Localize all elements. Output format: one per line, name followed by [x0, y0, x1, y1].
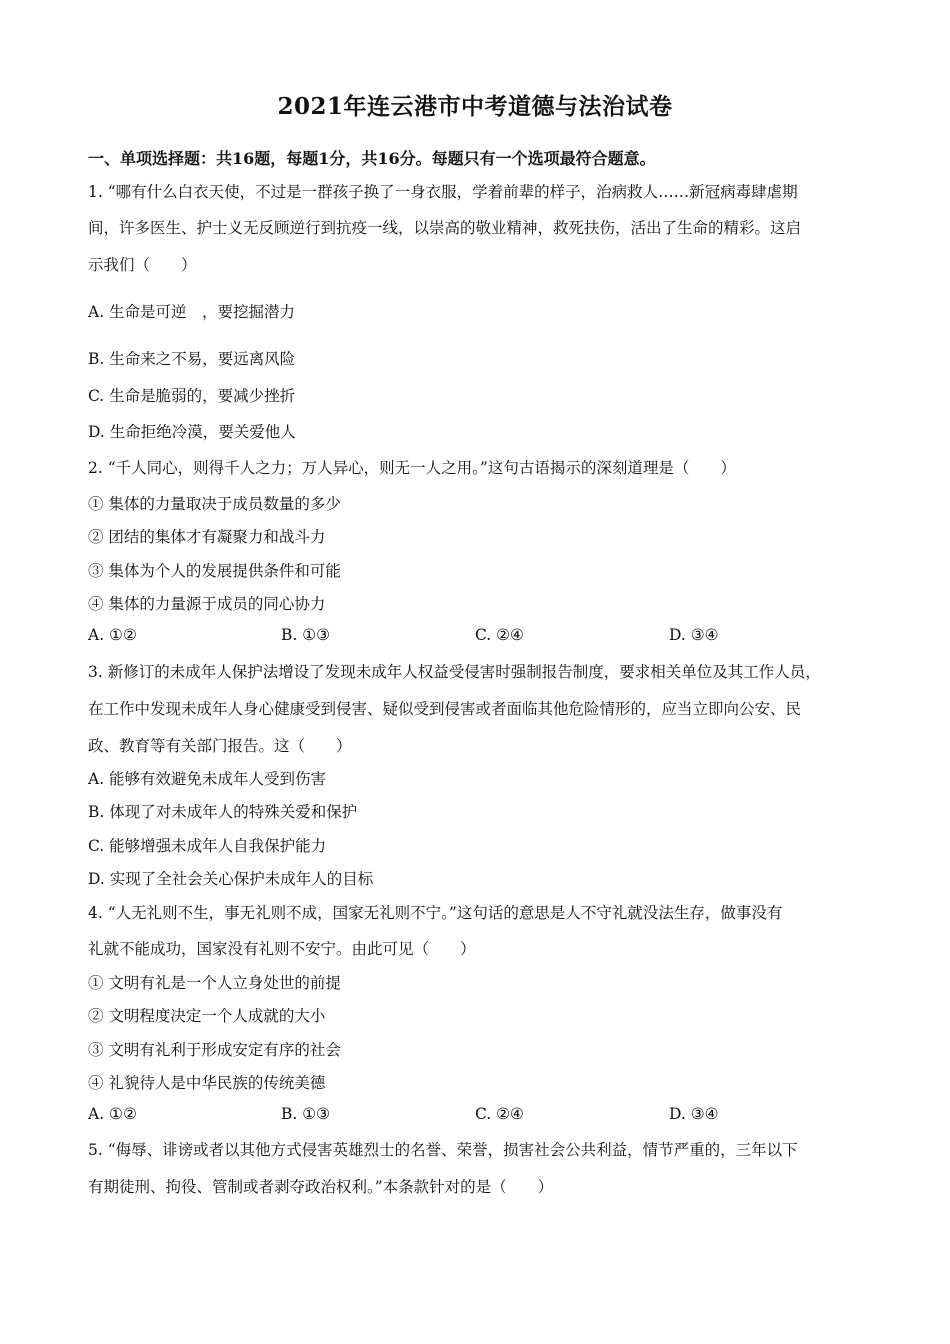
question-2-choice-d: D. ③④ — [669, 626, 719, 644]
question-5-line-1: 5. “侮辱、诽谤或者以其他方式侵害英雄烈士的名誉、荣誉，损害社会公共利益，情节严重的，三年以下 — [88, 1141, 798, 1159]
question-1-option-d: D. 生命拒绝冷漠，要关爱他人 — [88, 423, 296, 441]
question-4-item-1: ① 文明有礼是一个人立身处世的前提 — [88, 974, 341, 992]
question-4-choice-b: B. ①③ — [281, 1105, 331, 1123]
question-2-item-2: ② 团结的集体才有凝聚力和战斗力 — [88, 528, 326, 546]
question-2-item-1: ① 集体的力量取决于成员数量的多少 — [88, 495, 341, 513]
question-2-choice-c: C. ②④ — [475, 626, 524, 644]
question-4-line-2: 礼就不能成功，国家没有礼则不安宁。由此可见（ ） — [88, 940, 476, 958]
question-2-item-3: ③ 集体为个人的发展提供条件和可能 — [88, 562, 341, 580]
question-4-choice-d: D. ③④ — [669, 1105, 719, 1123]
question-4-item-4: ④ 礼貌待人是中华民族的传统美德 — [88, 1074, 326, 1092]
question-2-item-4: ④ 集体的力量源于成员的同心协力 — [88, 595, 326, 613]
question-2-stem: 2. “千人同心，则得千人之力；万人异心，则无一人之用。”这句古语揭示的深刻道理是（ ） — [88, 459, 736, 477]
question-3-option-a: A. 能够有效避免未成年人受到伤害 — [88, 770, 327, 788]
question-3-line-1: 3. 新修订的未成年人保护法增设了发现未成年人权益受侵害时强制报告制度，要求相关单位及其工作人员， — [88, 663, 821, 681]
question-4-line-1: 4. “人无礼则不生，事无礼则不成，国家无礼则不宁。”这句话的意思是人不守礼就没法生存，做事没有 — [88, 904, 783, 922]
question-3-option-b: B. 体现了对未成年人的特殊关爱和保护 — [88, 803, 358, 821]
question-1-line-2: 间，许多医生、护士义无反顾逆行到抗疫一线，以崇高的敬业精神，救死扶伤，活出了生命的精彩。这启 — [88, 219, 802, 237]
question-3-option-c: C. 能够增强未成年人自我保护能力 — [88, 837, 327, 855]
section-heading: 一、单项选择题：共16题，每题1分，共16分。每题只有一个选项最符合题意。 — [88, 149, 656, 168]
question-1-line-1: 1. “哪有什么白衣天使，不过是一群孩子换了一身衣服，学着前辈的样子，治病救人……新冠病毒肆虐期 — [88, 183, 798, 201]
question-1-option-c: C. 生命是脆弱的，要减少挫折 — [88, 387, 296, 405]
question-5-line-2: 有期徒刑、拘役、管制或者剥夺政治权利。”本条款针对的是（ ） — [88, 1178, 554, 1196]
question-4-choice-c: C. ②④ — [475, 1105, 524, 1123]
question-1-option-a: A. 生命是可逆 ，要挖掘潜力 — [88, 303, 296, 321]
question-1-option-b: B. 生命来之不易，要远离风险 — [88, 350, 296, 368]
page-title: 2021年连云港市中考道德与法治试卷 — [277, 93, 673, 120]
question-4-item-3: ③ 文明有礼利于形成安定有序的社会 — [88, 1041, 341, 1059]
question-2-choice-a: A. ①② — [88, 626, 137, 644]
question-3-line-2: 在工作中发现未成年人身心健康受到侵害、疑似受到侵害或者面临其他危险情形的，应当立即向公安、民 — [88, 700, 802, 718]
question-3-option-d: D. 实现了全社会关心保护未成年人的目标 — [88, 870, 374, 888]
question-2-choice-b: B. ①③ — [281, 626, 331, 644]
question-4-item-2: ② 文明程度决定一个人成就的大小 — [88, 1007, 326, 1025]
question-3-line-3: 政、教育等有关部门报告。这（ ） — [88, 737, 352, 755]
question-1-line-3: 示我们（ ） — [88, 256, 197, 274]
question-4-choice-a: A. ①② — [88, 1105, 137, 1123]
